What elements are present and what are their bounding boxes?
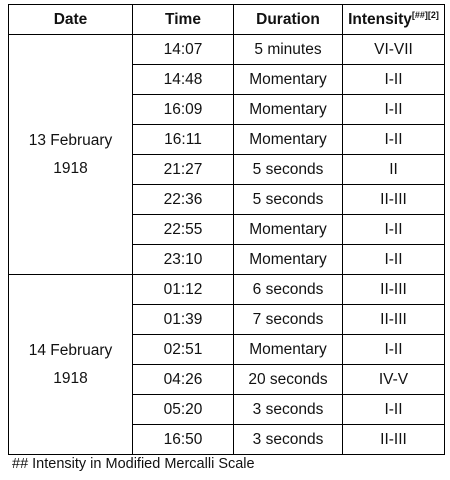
intensity-cell: VI-VII — [343, 35, 445, 65]
duration-cell: 6 seconds — [234, 275, 343, 305]
table-row — [9, 35, 445, 65]
footnote: ## Intensity in Modified Mercalli Scale — [12, 456, 255, 472]
table-body — [9, 35, 445, 455]
date-cell — [9, 275, 133, 455]
intensity-cell: I-II — [343, 335, 445, 365]
table-row — [9, 275, 445, 305]
intensity-cell: II-III — [343, 185, 445, 215]
date-line-day: 14 February — [28, 341, 113, 359]
intensity-cell: II-III — [343, 275, 445, 305]
intensity-cell: I-II — [343, 65, 445, 95]
time-cell: 16:50 — [133, 425, 234, 455]
duration-cell: Momentary — [234, 125, 343, 155]
header-time: Time — [133, 5, 234, 35]
intensity-cell: I-II — [343, 95, 445, 125]
header-intensity-label: Intensity — [348, 10, 412, 28]
intensity-cell: I-II — [343, 215, 445, 245]
duration-cell: 20 seconds — [234, 365, 343, 395]
duration-cell: Momentary — [234, 95, 343, 125]
time-cell: 22:36 — [133, 185, 234, 215]
intensity-cell: I-II — [343, 245, 445, 275]
date-cell — [9, 35, 133, 275]
duration-cell: 7 seconds — [234, 305, 343, 335]
header-duration: Duration — [234, 5, 343, 35]
intensity-cell: II-III — [343, 425, 445, 455]
header-row — [9, 5, 445, 35]
header-intensity-footnote-ref: [##][2] — [411, 9, 439, 20]
duration-cell: Momentary — [234, 245, 343, 275]
intensity-cell: I-II — [343, 125, 445, 155]
duration-cell: Momentary — [234, 335, 343, 365]
intensity-cell: II — [343, 155, 445, 185]
date-line-day: 13 February — [28, 131, 113, 149]
time-cell: 01:12 — [133, 275, 234, 305]
time-cell: 23:10 — [133, 245, 234, 275]
intensity-cell: I-II — [343, 395, 445, 425]
time-cell: 22:55 — [133, 215, 234, 245]
time-cell: 16:11 — [133, 125, 234, 155]
time-cell: 01:39 — [133, 305, 234, 335]
intensity-cell: II-III — [343, 305, 445, 335]
time-cell: 02:51 — [133, 335, 234, 365]
duration-cell: Momentary — [234, 215, 343, 245]
header-date: Date — [9, 5, 133, 35]
date-line-year: 1918 — [53, 369, 88, 387]
intensity-cell: IV-V — [343, 365, 445, 395]
duration-cell: 3 seconds — [234, 425, 343, 455]
duration-cell: 3 seconds — [234, 395, 343, 425]
time-cell: 04:26 — [133, 365, 234, 395]
time-cell: 05:20 — [133, 395, 234, 425]
duration-cell: Momentary — [234, 65, 343, 95]
time-cell: 16:09 — [133, 95, 234, 125]
time-cell: 14:48 — [133, 65, 234, 95]
duration-cell: 5 seconds — [234, 185, 343, 215]
duration-cell: 5 seconds — [234, 155, 343, 185]
header-intensity — [343, 5, 445, 35]
time-cell: 14:07 — [133, 35, 234, 65]
duration-cell: 5 minutes — [234, 35, 343, 65]
earthquake-table — [8, 4, 445, 455]
time-cell: 21:27 — [133, 155, 234, 185]
date-line-year: 1918 — [53, 159, 88, 177]
